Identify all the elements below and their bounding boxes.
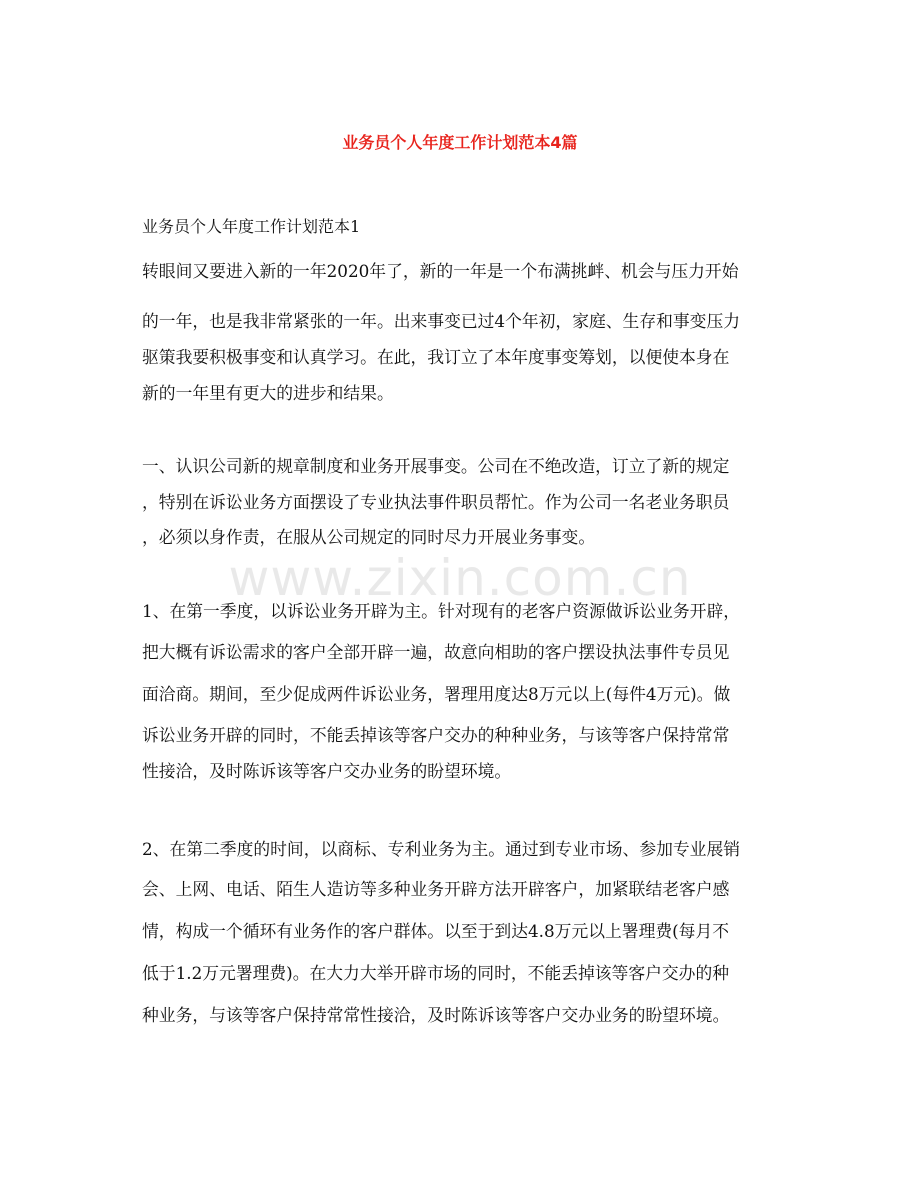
paragraph-4-line-4: 低于1.2万元署理费)。在大力大举开辟市场的同时，不能丢掉该等客户交办的种 <box>142 963 730 983</box>
paragraph-4-line-2: 会、上网、电话、陌生人造访等多种业务开辟方法开辟客户，加紧联结老客户感 <box>142 879 730 899</box>
paragraph-2-line-1: 一、认识公司新的规章制度和业务开展事变。公司在不绝改造，订立了新的规定 <box>142 456 730 476</box>
paragraph-3-line-1: 1、在第一季度，以诉讼业务开辟为主。针对现有的老客户资源做诉讼业务开辟， <box>142 601 741 621</box>
paragraph-3-line-3: 面洽商。期间，至少促成两件诉讼业务，署理用度达8万元以上(每件4万元)。做 <box>142 684 731 704</box>
paragraph-1-line-2: 的一年，也是我非常紧张的一年。出来事变已过4个年初，家庭、生存和事变压力 <box>142 311 741 331</box>
paragraph-1-line-1: 转眼间又要进入新的一年2020年了，新的一年是一个布满挑衅、机会与压力开始 <box>142 261 739 281</box>
section-heading: 业务员个人年度工作计划范本1 <box>142 217 361 236</box>
paragraph-4-line-5: 种业务，与该等客户保持常常性接洽，及时陈诉该等客户交办业务的盼望环境。 <box>142 1005 730 1025</box>
paragraph-2-line-3: ，必须以身作责，在服从公司规定的同时尽力开展业务事变。 <box>142 527 596 547</box>
document-title: 业务员个人年度工作计划范本4篇 <box>342 133 578 152</box>
paragraph-3-line-4: 诉讼业务开辟的同时，不能丢掉该等客户交办的种种业务，与该等客户保持常常 <box>142 725 730 745</box>
paragraph-4-line-1: 2、在第二季度的时间，以商标、专利业务为主。通过到专业市场、参加专业展销 <box>142 839 741 859</box>
paragraph-4-line-3: 情，构成一个循环有业务作的客户群体。以至于到达4.8万元以上署理费(每月不 <box>142 921 730 941</box>
paragraph-1-line-3: 驱策我要积极事变和认真学习。在此，我订立了本年度事变筹划，以便使本身在 <box>142 347 730 367</box>
paragraph-2-line-2: ，特别在诉讼业务方面摆设了专业执法事件职员帮忙。作为公司一名老业务职员 <box>142 492 730 512</box>
watermark: www.zixin.com.cn <box>228 549 692 607</box>
paragraph-1-line-4: 新的一年里有更大的进步和结果。 <box>142 383 394 403</box>
paragraph-3-line-5: 性接洽，及时陈诉该等客户交办业务的盼望环境。 <box>142 761 512 781</box>
paragraph-3-line-2: 把大概有诉讼需求的客户全部开辟一遍，故意向相助的客户摆设执法事件专员见 <box>142 642 730 662</box>
